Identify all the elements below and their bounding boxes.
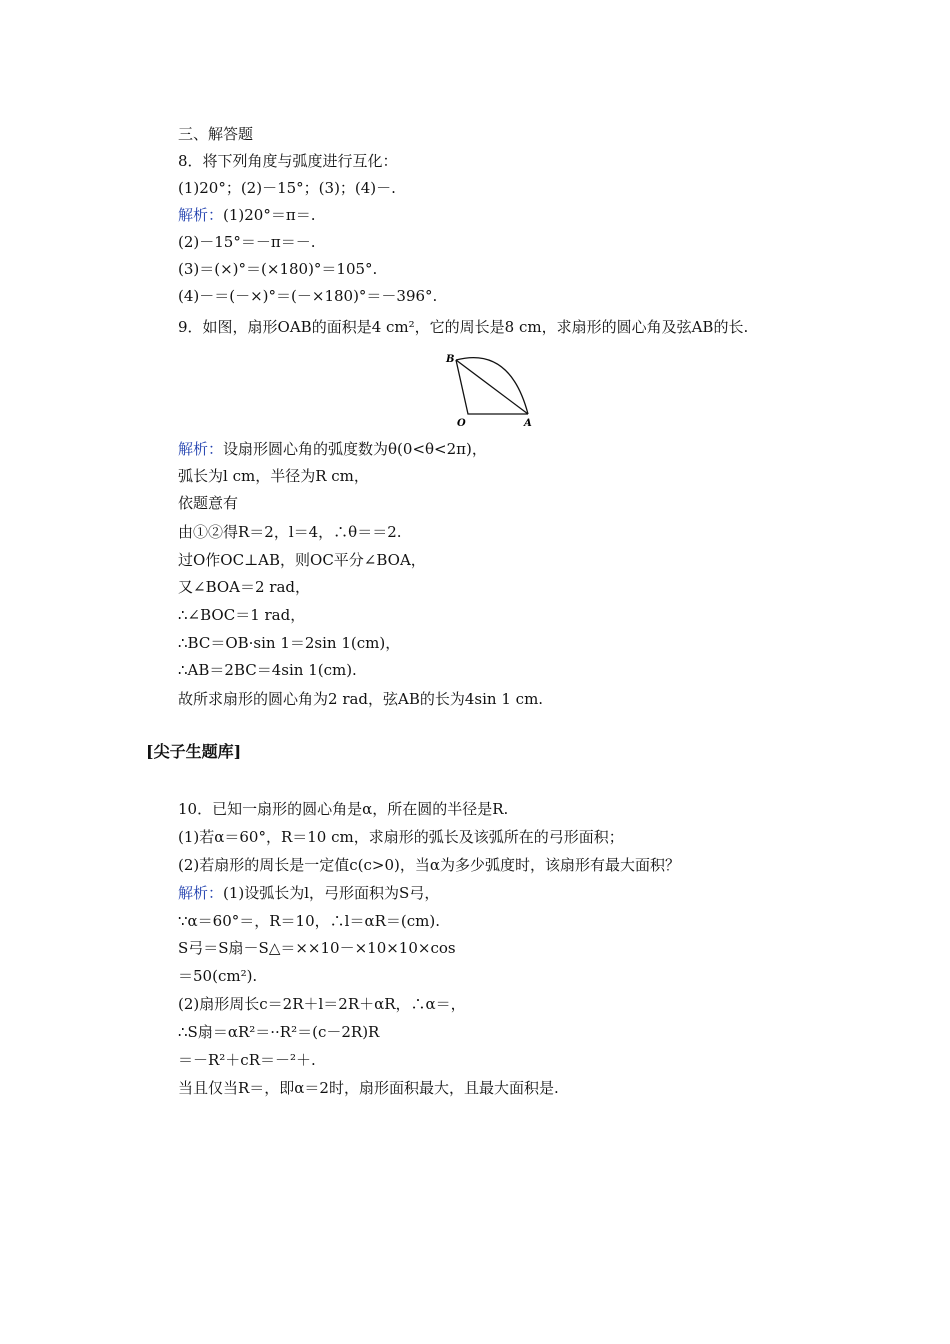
q9-solution-9: ∴AB＝2BC＝4sin 1(cm). <box>178 661 357 679</box>
q9-solution-3: 依题意有 <box>178 494 239 512</box>
q10-solution-2: ∵α＝60°＝，R＝10，∴l＝αR＝(cm). <box>178 912 440 930</box>
q10-solution-3: S弓＝S扇－S△＝××10－×10×10×cos <box>178 939 456 957</box>
q9-solution-6: 又∠BOA＝2 rad， <box>178 578 311 596</box>
q8-items: (1)20°；(2)－15°；(3)；(4)－. <box>178 179 396 197</box>
q8-s1-text: (1)20°＝π＝. <box>223 206 316 224</box>
q9-solution-10: 故所求扇形的圆心角为2 rad，弦AB的长为4sin 1 cm. <box>178 690 544 708</box>
section-title: 三、解答题 <box>178 125 254 143</box>
label-a: A <box>524 418 532 429</box>
q10-solution-1 <box>178 883 439 903</box>
sector-figure <box>440 350 540 430</box>
analysis-label: 解析： <box>178 440 224 458</box>
q8-question: 8．将下列角度与弧度进行互化： <box>178 152 398 170</box>
q10-solution-7: ＝－R²＋cR＝－²＋. <box>178 1051 316 1069</box>
q9-solution-4: 由①②得R＝2，l＝4，∴θ＝＝2. <box>178 523 402 541</box>
q10-solution-8: 当且仅当R＝，即α＝2时，扇形面积最大，且最大面积是. <box>178 1079 559 1097</box>
q8-solution-2: (2)－15°＝－π＝－. <box>178 233 316 251</box>
q10-part-1: (1)若α＝60°，R＝10 cm，求扇形的弧长及该弧所在的弓形面积； <box>178 828 624 846</box>
analysis-label: 解析： <box>178 206 224 224</box>
q9-solution-8: ∴BC＝OB·sin 1＝2sin 1(cm)， <box>178 634 401 652</box>
q10-part-2: (2)若扇形的周长是一定值c(c>0)，当α为多少弧度时，该扇形有最大面积？ <box>178 856 680 874</box>
q9-solution-2: 弧长为l cm，半径为R cm， <box>178 467 369 485</box>
q10-question: 10．已知一扇形的圆心角是α，所在圆的半径是R. <box>178 800 509 818</box>
q9-solution-5: 过O作OC⊥AB，则OC平分∠BOA， <box>178 551 426 569</box>
q9-l1-text: 设扇形圆心角的弧度数为θ(0<θ<2π)， <box>223 440 487 458</box>
q8-solution-1 <box>178 205 315 225</box>
q9-solution-1 <box>178 439 487 459</box>
q10-solution-4: ＝50(cm²). <box>178 967 258 985</box>
q10-solution-5: (2)扇形周长c＝2R＋l＝2R＋αR，∴α＝， <box>178 995 466 1013</box>
q10-solution-6: ∴S扇＝αR²＝··R²＝(c－2R)R <box>178 1023 380 1041</box>
q8-solution-3: (3)＝(×)°＝(×180)°＝105°. <box>178 260 378 278</box>
label-b: B <box>446 354 455 365</box>
analysis-label: 解析： <box>178 884 224 902</box>
q9-question: 9．如图，扇形OAB的面积是4 cm²，它的周长是8 cm，求扇形的圆心角及弦AB的长. <box>178 318 749 336</box>
q10-l1-text: (1)设弧长为l，弓形面积为S弓， <box>223 884 440 902</box>
label-o: O <box>457 418 466 429</box>
bank-title: [尖子生题库] <box>146 742 242 761</box>
q8-solution-4: (4)－＝(－×)°＝(－×180)°＝－396°. <box>178 287 438 305</box>
q9-solution-7: ∴∠BOC＝1 rad， <box>178 606 306 624</box>
